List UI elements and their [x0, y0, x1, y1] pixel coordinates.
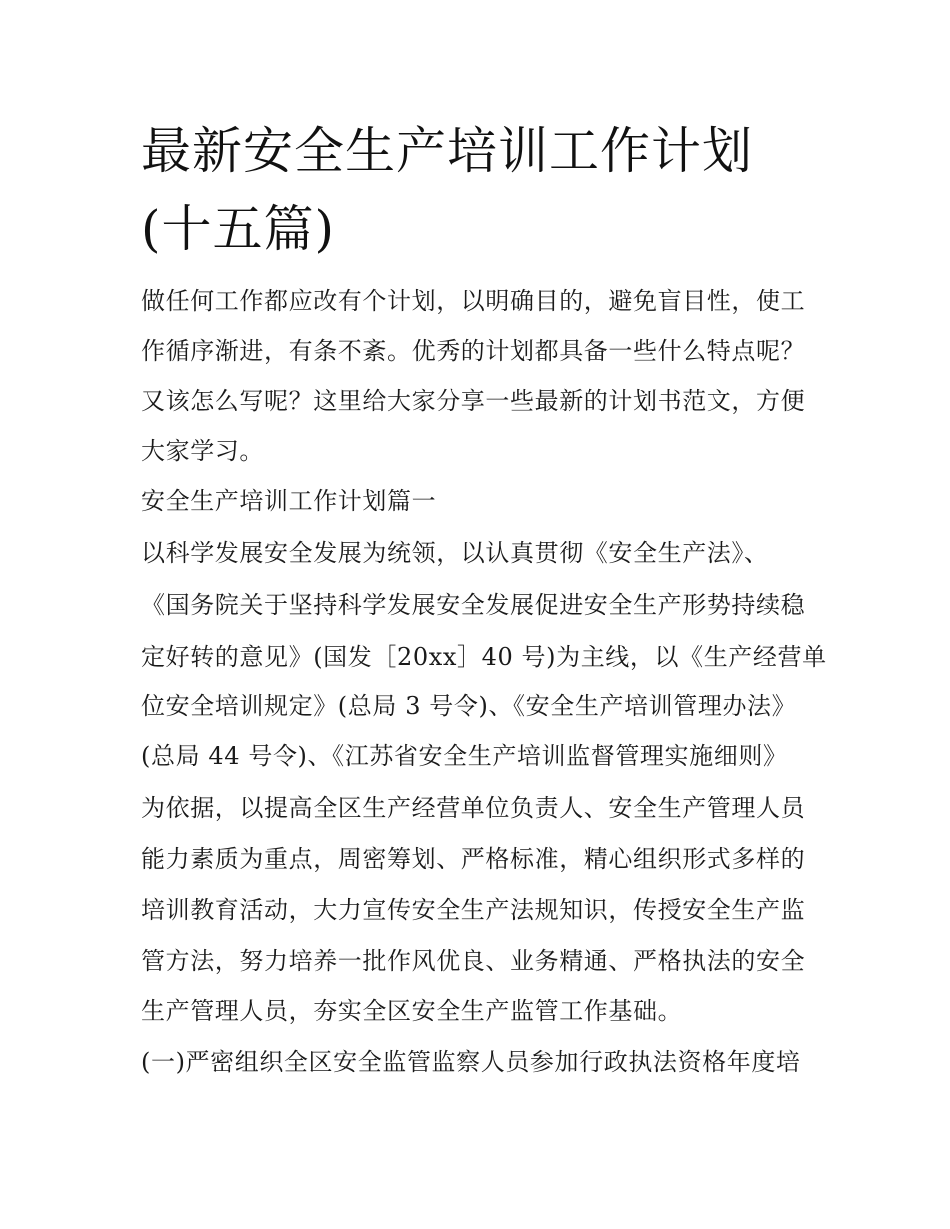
body-line-2: 《国务院关于坚持科学发展安全发展促进安全生产形势持续稳	[141, 591, 806, 619]
body-line-7: 能力素质为重点，周密筹划、严格标准，精心组织形式多样的	[141, 845, 806, 873]
body-line-1: 以科学发展安全发展为统领，以认真贯彻《安全生产法》、	[141, 539, 769, 567]
intro-line-2: 作循序渐进，有条不紊。优秀的计划都具备一些什么特点呢？	[141, 337, 806, 365]
body-line-9: 管方法，努力培养一批作风优良、业务精通、严格执法的安全	[141, 947, 806, 975]
intro-line-1: 做任何工作都应改有个计划，以明确目的，避免盲目性，使工	[141, 287, 806, 315]
body-line-8: 培训教育活动，大力宣传安全生产法规知识，传授安全生产监	[141, 896, 806, 924]
body-line-5: (总局 44 号令)、《江苏省安全生产培训监督管理实施细则》	[141, 742, 788, 770]
list-item-1: (一)严密组织全区安全监管监察人员参加行政执法资格年度培	[141, 1048, 801, 1076]
body-line-3: 定好转的意见》(国发［20xx］40 号)为主线，以《生产经营单	[141, 643, 827, 671]
body-line-4: 位安全培训规定》(总局 3 号令)、《安全生产培训管理办法》	[141, 692, 797, 720]
body-line-6: 为依据，以提高全区生产经营单位负责人、安全生产管理人员	[141, 794, 806, 822]
section-heading: 安全生产培训工作计划篇一	[141, 487, 437, 515]
document-title: 最新安全生产培训工作计划(十五篇)	[141, 122, 753, 258]
body-line-10: 生产管理人员，夯实全区安全生产监管工作基础。	[141, 997, 683, 1025]
intro-line-3: 又该怎么写呢？这里给大家分享一些最新的计划书范文，方便	[141, 387, 806, 415]
intro-line-4: 大家学习。	[141, 437, 264, 465]
